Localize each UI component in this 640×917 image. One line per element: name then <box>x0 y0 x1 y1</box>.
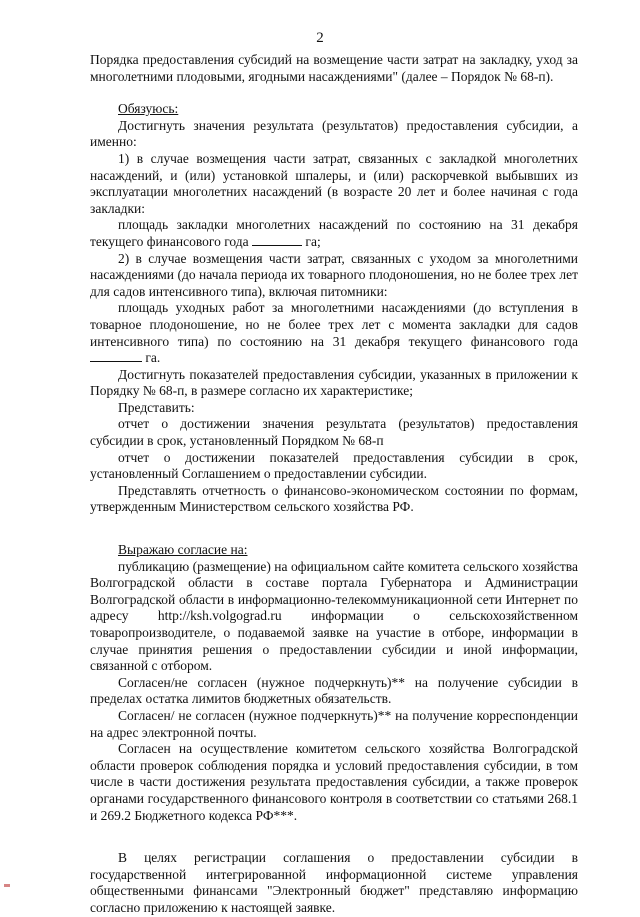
limits-paragraph: Согласен/не согласен (нужное подчеркнуть)** на получение субсидии в пределах остатка лимитов бюджетных обязательств. <box>90 674 578 707</box>
present-paragraph: Представить: <box>118 399 195 415</box>
obligations-heading <box>90 101 578 118</box>
area1-paragraph <box>90 217 578 250</box>
obligations-heading-text: Обязуюсь: <box>118 101 179 117</box>
page-edge-mark <box>4 884 10 887</box>
indicators-paragraph: Достигнуть показателей предоставления субсидии, указанных в приложении к Порядку № 68-п, в размере согласно их характеристике; <box>90 366 578 399</box>
email-paragraph: Согласен/ не согласен (нужное подчеркнуть)** на получение корреспонденции на адрес электронной почты. <box>90 707 578 740</box>
area1-unit: га; <box>305 233 321 249</box>
case1-paragraph: 1) в случае возмещения части затрат, связанных с закладкой многолетних насаждений, и (или) установкой шпалеры, и (или) раскорчевкой выбывших из эксплуатации многолетних насаждений (в возрасте 20 лет и более начиная с года закладки: <box>90 150 578 216</box>
report1-paragraph: отчет о достижении значения результата (результатов) предоставления субсидии в срок, установленный Порядком № 68-п <box>90 416 578 449</box>
intro-paragraph: Порядка предоставления субсидий на возмещение части затрат на закладку, уход за многолетними плодовыми, ягодными насаждениями" (далее – Порядок № 68-п). <box>90 52 578 84</box>
consent-heading-text: Выражаю согласие на: <box>118 542 248 558</box>
publication-paragraph: публикацию (размещение) на официальном сайте комитета сельского хозяйства Волгоградской области в составе портала Губернатора и Администрации Волгоградской области в информационно-телекоммуникационной сети Интернет по адресу http://ksh.volgograd.ru информации о сельскохозяйственном товаропроизводителе, о подаваемой заявке на участие в отборе, информации в случае принятия решения о предоставлении субсидии и иной информации, связанной с отбором. <box>90 558 578 674</box>
reporting-paragraph: Представлять отчетность о финансово-экономическом состоянии по формам, утвержденным Министерством сельского хозяйства РФ. <box>90 482 578 515</box>
area2-text: площадь уходных работ за многолетними насаждениями (до вступления в товарное плодоношение, но не более трех лет с момента закладки для садов интенсивного типа) по состоянию на 31 декабря текущего финансового года <box>90 300 578 349</box>
area1-text: площадь закладки многолетних насаждений по состоянию на 31 декабря текущего финансового года <box>90 217 578 249</box>
area2-blank <box>90 350 142 362</box>
inspections-paragraph: Согласен на осуществление комитетом сельского хозяйства Волгоградской области проверок соблюдения порядка и условий предоставления субсидии, в том числе в части достижения результата предоставления субсидии, а также проверок органами государственного финансового контроля в соответствии со статьями 268.1 и 269.2 Бюджетного кодекса РФ***. <box>90 741 578 823</box>
area2-unit: га. <box>145 350 161 366</box>
goal-paragraph: Достигнуть значения результата (результатов) предоставления субсидии, а именно: <box>90 117 578 150</box>
report2-paragraph: отчет о достижении показателей предоставления субсидии в срок, установленный Соглашением о предоставлении субсидии. <box>90 449 578 482</box>
consent-heading <box>90 542 578 559</box>
area1-blank <box>252 234 302 246</box>
case2-paragraph: 2) в случае возмещения части затрат, связанных с уходом за многолетними насаждениями (до начала периода их товарного плодоношения, но не более трех лет для садов интенсивного типа), включая питомники: <box>90 250 578 299</box>
registration-paragraph: В целях регистрации соглашения о предоставлении субсидии в государственной интегрированной информационной системе управления общественными финансами "Электронный бюджет" представляю информацию согласно приложению к настоящей заявке. <box>90 850 578 915</box>
area2-paragraph <box>90 300 578 366</box>
page-number: 2 <box>316 30 324 46</box>
document-body <box>90 52 578 917</box>
